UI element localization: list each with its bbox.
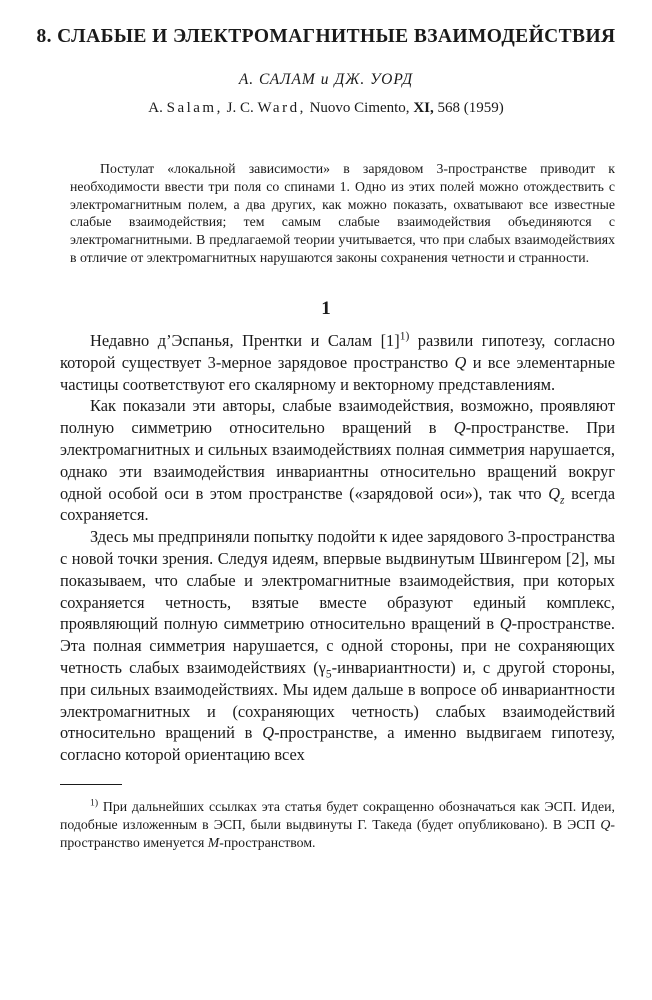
footnote-text-a: При дальнейших ссылках эта статья будет сокращенно обозначаться как ЭСП. Идеи, подобные изложенным в ЭСП, были выдвинуты Г. Такеда (будет опубликовано). В ЭСП xyxy=(60,799,615,832)
footnote-rule xyxy=(60,784,122,785)
p3-text-b: -пространстве. Эта полная симметрия нарушается, с одной стороны, при не сохраняющих четность слабых взаимодействиях (γ xyxy=(60,614,615,677)
section-number: 1 xyxy=(321,298,331,319)
footnote-text-c: -пространством. xyxy=(219,835,316,850)
abstract-text: Постулат «локальной зависимости» в зарядовом 3-пространстве приводит к необходимости ввести три поля со спинами 1. Одно из этих полей можно отождествить с электромагнитным полем, а два других, как можно показать, охватывают все известные слабые взаимодействия; тем самым слабые взаимодействия объединяются с электромагнитными. В предлагаемой теории учитывается, что при слабых взаимодействиях в отличие от электромагнитных нарушаются законы сохранения четности и странности. xyxy=(70,161,615,265)
abstract xyxy=(70,160,615,267)
footnote xyxy=(60,798,615,852)
p3-text-a: Здесь мы предприняли попытку подойти к идее зарядового 3-пространства с новой точки зрения. Следуя идеям, впервые выдвинутым Швингером [2], мы показываем, что слабые и электромагнитные взаимодействия, при которых сохраняется четность, взятые вместе образуют единый комплекс, проявляющий полную симметрию относительно вращений в xyxy=(60,527,615,634)
p3-text-d: -пространстве, а именно выдвигаем гипотезу, согласно которой ориентацию всех xyxy=(60,723,615,765)
p2-qz-subscript: z xyxy=(560,493,565,506)
footnote-ref: 1) xyxy=(399,330,410,343)
citation-pages-year: 568 (1959) xyxy=(437,100,504,116)
p1-text-c: и все элементарные частицы соответствуют его скалярному и векторному представлениям. xyxy=(60,352,615,394)
citation-author1-surname: Salam, xyxy=(166,100,223,116)
authors-russian: А. САЛАМ и ДЖ. УОРД xyxy=(238,71,414,88)
footnote-text-b: -пространство именуется xyxy=(60,817,615,850)
p2-text-b: -пространстве. При электромагнитных и сильных взаимодействиях полная симметрия нарушается, однако эти взаимодействия инвариантны относительно вращений вокруг одной особой оси в этом пространстве («зарядовой оси»), так что xyxy=(60,418,615,503)
p2-q-symbol: Q xyxy=(453,418,466,438)
p3-q-symbol-1: Q xyxy=(499,614,512,634)
paragraph-1 xyxy=(60,330,615,395)
p1-text-a: Недавно д’Эспанья, Прентки и Салам [1] xyxy=(90,331,400,350)
citation-volume: XI, xyxy=(413,100,434,116)
p1-text-b: развили гипотезу, согласно которой существует 3-мерное зарядовое пространство xyxy=(60,331,615,372)
p3-text-c: -инвариантности) и, с другой стороны, при сильных взаимодействиях. Мы идем дальше в вопросе об инвариантности электромагнитных и (сохраняющих четность) слабых взаимодействий относительно вращений в xyxy=(60,657,615,743)
citation-author2-surname: Ward, xyxy=(257,100,306,116)
paper-title: 8. СЛАБЫЕ И ЭЛЕКТРОМАГНИТНЫЕ ВЗАИМОДЕЙСТВИЯ xyxy=(36,26,616,47)
paragraph-2 xyxy=(60,395,615,526)
citation-author1-initial: A. xyxy=(148,100,163,116)
p2-qz-symbol: Q xyxy=(548,483,561,503)
p3-gamma-subscript: 5 xyxy=(325,668,332,681)
body-text xyxy=(60,330,615,766)
p1-q-symbol: Q xyxy=(454,352,467,372)
p2-text-c: всегда сохраняется. xyxy=(60,483,616,525)
p3-q-symbol-2: Q xyxy=(262,723,275,743)
paragraph-3 xyxy=(60,526,615,766)
citation-line xyxy=(0,100,652,117)
citation-journal: Nuovo Cimento, xyxy=(309,100,410,116)
p2-text-a: Как показали эти авторы, слабые взаимодействия, возможно, проявляют полную симметрию относительно вращений в xyxy=(60,396,615,438)
citation-author2-initials: J. C. xyxy=(226,100,254,116)
footnote-mark: 1) xyxy=(90,797,99,809)
footnote-m-symbol: M xyxy=(207,835,220,850)
footnote-q-symbol: Q xyxy=(600,817,611,832)
